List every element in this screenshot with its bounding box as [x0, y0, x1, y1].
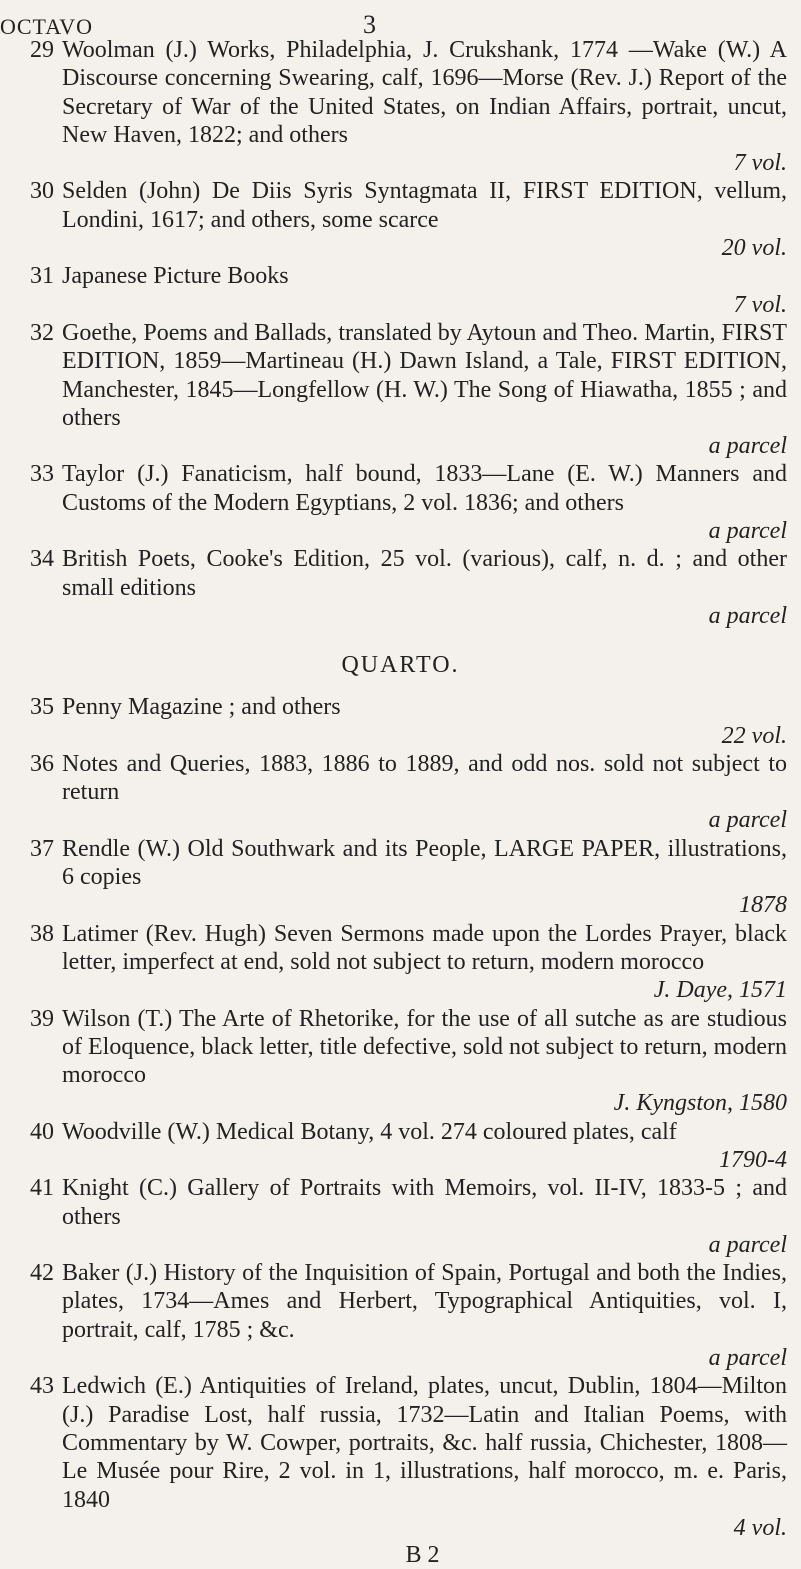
lot-description: Japanese Picture Books [62, 263, 289, 290]
lot-entry [0, 36, 801, 177]
lot-number: 42 [30, 1260, 54, 1287]
lot-quantity: J. Kyngston, 1580 [613, 1090, 787, 1117]
lot-description: Rendle (W.) Old Southwark and its People, LARGE PAPER, illustrations, 6 copies [62, 835, 787, 891]
lot-description: Goethe, Poems and Ballads, translated by Aytoun and Theo. Martin, FIRST EDITION, 1859—Martineau (H.) Dawn Island, a Tale, FIRST EDITION, Manchester, 1845—Longfellow (H. W.) The Song of Hiawatha, 1855 ; and others [62, 319, 787, 431]
lot-quantity: 4 vol. [733, 1514, 787, 1541]
lot-entry [0, 262, 801, 319]
lot-number: 38 [30, 920, 54, 947]
entries [0, 36, 801, 1569]
lot-number: 31 [30, 263, 54, 290]
lot-number: 30 [30, 178, 54, 205]
lot-entry [0, 545, 801, 630]
section-title: OCTAVO [0, 14, 94, 39]
lot-entry [0, 1118, 801, 1175]
lot-quantity: 22 vol. [721, 722, 787, 749]
lot-entry [0, 319, 801, 460]
lot-quantity: 1790-4 [719, 1146, 787, 1173]
quarto-heading: QUARTO. [341, 652, 460, 679]
lot-quantity: a parcel [708, 602, 787, 629]
lot-description: Penny Magazine ; and others [62, 694, 341, 721]
lot-quantity: a parcel [708, 518, 787, 545]
lot-description: Wilson (T.) The Arte of Rhetorike, for the use of all sutche as are studious of Eloquence, black letter, title defective, sold not subject to return, modern morocco [62, 1005, 787, 1089]
page-number: 3 [363, 10, 376, 39]
lot-description: Taylor (J.) Fanaticism, half bound, 1833—Lane (E. W.) Manners and Customs of the Modern Egyptians, 2 vol. 1836; and others [62, 461, 787, 516]
lot-entry [0, 1372, 801, 1542]
lot-entry [0, 835, 801, 920]
lot-entry [0, 693, 801, 750]
lot-number: 29 [30, 37, 54, 63]
lot-quantity: 7 vol. [733, 291, 787, 318]
lot-number: 36 [30, 750, 54, 777]
lot-quantity: a parcel [708, 1345, 787, 1372]
lot-number: 41 [30, 1175, 54, 1202]
octavo-lot-list [0, 36, 801, 630]
lot-description: Baker (J.) History of the Inquisition of Spain, Portugal and both the Indies, plates, 1734—Ames and Herbert, Typographical Antiquities, vol. I, portrait, calf, 1785 ; &c. [62, 1260, 787, 1343]
lot-number: 39 [30, 1005, 54, 1032]
lot-number: 43 [30, 1373, 54, 1400]
lot-description: Knight (C.) Gallery of Portraits with Memoirs, vol. II-IV, 1833-5 ; and others [62, 1175, 787, 1230]
lot-entry [0, 177, 801, 262]
lot-description: Latimer (Rev. Hugh) Seven Sermons made upon the Lordes Prayer, black letter, imperfect at end, sold not subject to return, modern morocco [62, 920, 787, 975]
lot-entry [0, 1005, 801, 1118]
quarto-lot-list [0, 693, 801, 1542]
lot-description: Selden (John) De Diis Syris Syntagmata II, FIRST EDITION, vellum, Londini, 1617; and others, some scarce [62, 178, 787, 233]
lot-description: Woolman (J.) Works, Philadelphia, J. Crukshank, 1774 —Wake (W.) A Discourse concerning Swearing, calf, 1696—Morse (Rev. J.) Report of the Secretary of War of the United States, on Indian Affairs, portrait, uncut, New Haven, 1822; and others [62, 37, 787, 148]
lot-entry [0, 1259, 801, 1372]
lot-number: 40 [30, 1118, 54, 1145]
lot-number: 37 [30, 835, 54, 862]
lot-quantity: 7 vol. [733, 150, 787, 177]
lot-quantity: 1878 [739, 892, 787, 919]
lot-number: 33 [30, 461, 54, 488]
lot-entry [0, 460, 801, 545]
lot-number: 35 [30, 694, 54, 721]
lot-entry [0, 920, 801, 1005]
lot-quantity: a parcel [708, 1231, 787, 1258]
lot-entry [0, 750, 801, 835]
signature-mark: B 2 [405, 1542, 440, 1569]
lot-quantity: a parcel [708, 807, 787, 834]
lot-entry [0, 1174, 801, 1259]
lot-quantity: J. Daye, 1571 [653, 977, 787, 1004]
lot-number: 34 [30, 546, 54, 573]
lot-quantity: a parcel [708, 433, 787, 460]
lot-quantity: 20 vol. [721, 235, 787, 262]
lot-description: British Poets, Cooke's Edition, 25 vol. (various), calf, n. d. ; and other small editions [62, 546, 787, 601]
lot-description: Notes and Queries, 1883, 1886 to 1889, and odd nos. sold not subject to return [62, 750, 787, 806]
lot-description: Woodville (W.) Medical Botany, 4 vol. 274 coloured plates, calf [62, 1118, 677, 1145]
lot-description: Ledwich (E.) Antiquities of Ireland, plates, uncut, Dublin, 1804—Milton (J.) Paradise Lost, half russia, 1732—Latin and Italian Poems, with Commentary by W. Cowper, portraits, &c. half russia, Chichester, 1808—Le Musée pour Rire, 2 vol. in 1, illustrations, half morocco, m. e. Paris, 1840 [62, 1373, 787, 1513]
lot-number: 32 [30, 319, 54, 346]
